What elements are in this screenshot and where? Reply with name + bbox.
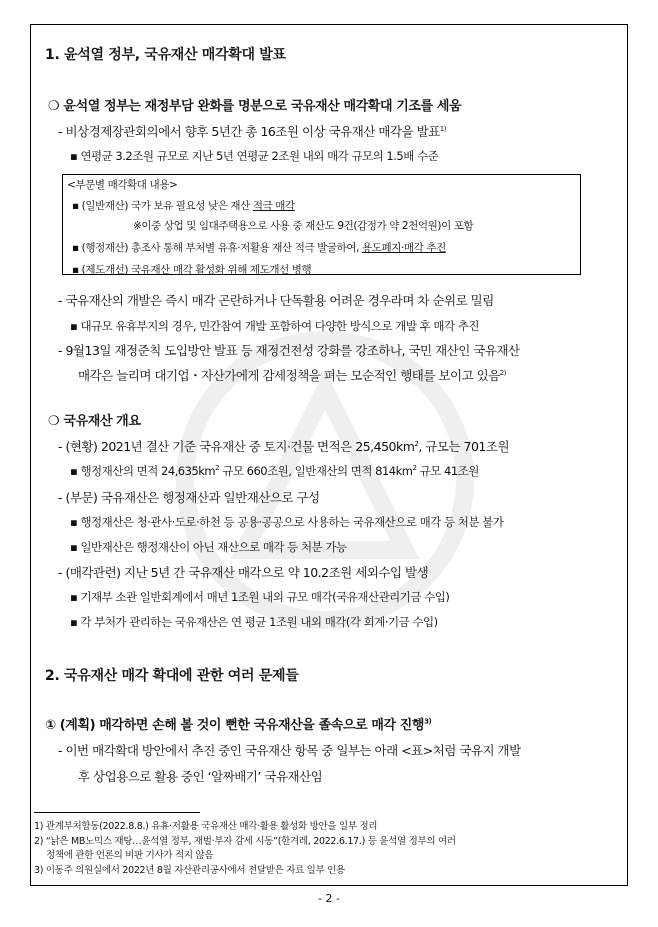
footnote-1: 1) 관계부처합동(2022.8.8.) 유휴·저활용 국유재산 매각·활용 활성화 방안을 일부 정리 (34, 821, 378, 832)
box-line-emphasis: 용도폐지·매각 추진 (362, 242, 446, 254)
box-line-3 (72, 240, 446, 255)
bullet-1-sub-1: ▪ 연평균 3.2조원 규모로 지난 5년 연평균 2조원 내외 매각 규모의 1.5배 수준 (70, 149, 439, 163)
footnote-ref: 2) (499, 368, 506, 377)
bullet-1-text: 윤석열 정부는 재정부담 완화를 명분으로 국유재산 매각확대 기조를 세움 (63, 99, 462, 114)
box-line-text: ▪ (행정재산) 총조사 통해 부처별 유휴·저활용 재산 적극 발굴하여, (72, 242, 362, 254)
bullet-1-dash-2: - 국유재산의 개발은 즉시 매각 곤란하거나 단독활용 어려운 경우라며 차 순위로 밀림 (58, 293, 494, 308)
bullet-1-sub-2: ▪ 대규모 유휴부지의 경우, 민간참여 개발 포함하여 다양한 방식으로 개발 후 매각 추진 (70, 319, 480, 333)
bullet-2-dash-1 (58, 437, 509, 455)
bullet-2-sub-4: ▪ 기재부 소관 일반회계에서 매년 1조원 내외 규모 매각(국유재산관리기금 수입) (70, 590, 450, 604)
footnote-3: 3) 이동주 의원실에서 2022년 8월 자산관리공사에서 전달받은 자료 일부 인용 (34, 865, 345, 876)
item-marker: ① (45, 718, 56, 733)
bullet-2-sub-1 (70, 463, 479, 479)
footnote-ref: 1) (439, 124, 446, 133)
item-1 (45, 714, 431, 733)
bullet-1-dash-3a: - 9월13일 재정준칙 도입방안 발표 등 재정건전성 강화를 강조하나, 국민 재산인 국유재산 (58, 343, 520, 358)
superscript: 2 (215, 464, 220, 473)
bullet-2-dash-2: - (부문) 국유재산은 행정재산과 일반재산으로 구성 (58, 490, 320, 505)
box-line-text: ▪ (일반재산) 국가 보유 필요성 낮은 재산 (72, 200, 253, 212)
bullet-2 (48, 410, 140, 429)
superscript: 2 (414, 439, 419, 448)
footnote-2: 2) “낡은 MB노믹스 재탕…윤석열 정부, 재벌·부자 감세 시동”(한겨레, 2022.6.17.) 등 윤석열 정부의 여러 (34, 836, 456, 847)
footnote-divider (34, 812, 200, 813)
superscript: 2 (412, 464, 417, 473)
bullet-2-dash-3: - (매각관련) 지난 5년 간 국유재산 매각으로 약 10.2조원 세외수입 발생 (58, 565, 429, 580)
box-title: <부문별 매각확대 내용> (67, 179, 178, 191)
footnote-ref: 3) (424, 717, 432, 726)
dash-text: - (현황) 2021년 결산 기준 국유재산 중 토지·건물 면적은 25,450km (58, 439, 415, 454)
box-line-4 (72, 262, 311, 277)
bullet-marker: ❍ (48, 99, 60, 114)
bullet-1-dash-3b (78, 366, 506, 384)
item-1-text: (계획) 매각하면 손해 볼 것이 뻔한 국유재산을 졸속으로 매각 진행 (59, 718, 425, 733)
sub-text: 규모 660조원, 일반재산의 면적 814km (219, 464, 413, 478)
dash-text: , 규모는 701조원 (418, 439, 510, 454)
sub-text: ▪ 행정재산의 면적 24,635km (70, 464, 216, 478)
bullet-1-dash-1 (58, 122, 446, 140)
box-line-text: ▪ (제도개선) 국유재산 (72, 264, 173, 276)
section-1-title: 1. 윤석열 정부, 국유재산 매각확대 발표 (45, 47, 286, 63)
bullet-1 (48, 95, 461, 114)
box-line-emphasis: 적극 매각 (252, 200, 295, 212)
box-line-text: 위해 제도개선 병행 (224, 264, 312, 276)
dash-text: 매각은 늘리며 대기업・자산가에게 감세정책을 펴는 모순적인 행태를 보이고 있음 (78, 368, 500, 383)
item-1-dash-1b: 후 상업용으로 활용 중인 ‘알짜배기’ 국유재산임 (78, 769, 323, 784)
bullet-2-sub-2: ▪ 행정재산은 청·관사·도로·하천 등 공용·공공으로 사용하는 국유재산으로 매각 등 처분 불가 (70, 515, 504, 529)
item-1-dash-1a: - 이번 매각확대 방안에서 추진 중인 국유재산 항목 중 일부는 아래 <표>처럼 국유지 개발 (58, 743, 521, 758)
section-2-title: 2. 국유재산 매각 확대에 관한 여러 문제들 (45, 668, 299, 684)
box-line-2: ※이중 상업 및 임대주택용으로 사용 중 재산도 9건(감정가 약 2천억원)이 포함 (133, 220, 474, 232)
bullet-2-sub-3: ▪ 일반재산은 행정재산이 아닌 재산으로 매각 등 처분 가능 (70, 540, 347, 554)
footnote-2-cont: 정책에 관한 언론의 비판 기사가 적지 않음 (46, 850, 214, 861)
box-line-emphasis: 매각 활성화 (172, 264, 225, 276)
box-line-1 (72, 198, 295, 213)
bullet-2-sub-5: ▪ 각 부처가 관리하는 국유재산은 연 평균 1조원 내외 매각(각 회계·기금 수입) (70, 615, 438, 629)
page-number: - 2 - (318, 892, 340, 905)
sub-text: 규모 41조원 (416, 464, 479, 478)
bullet-marker: ❍ (48, 414, 60, 429)
bullet-2-text: 국유재산 개요 (63, 414, 141, 429)
dash-text: - 비상경제장관회의에서 향후 5년간 총 16조원 이상 국유재산 매각을 발표 (58, 124, 440, 139)
